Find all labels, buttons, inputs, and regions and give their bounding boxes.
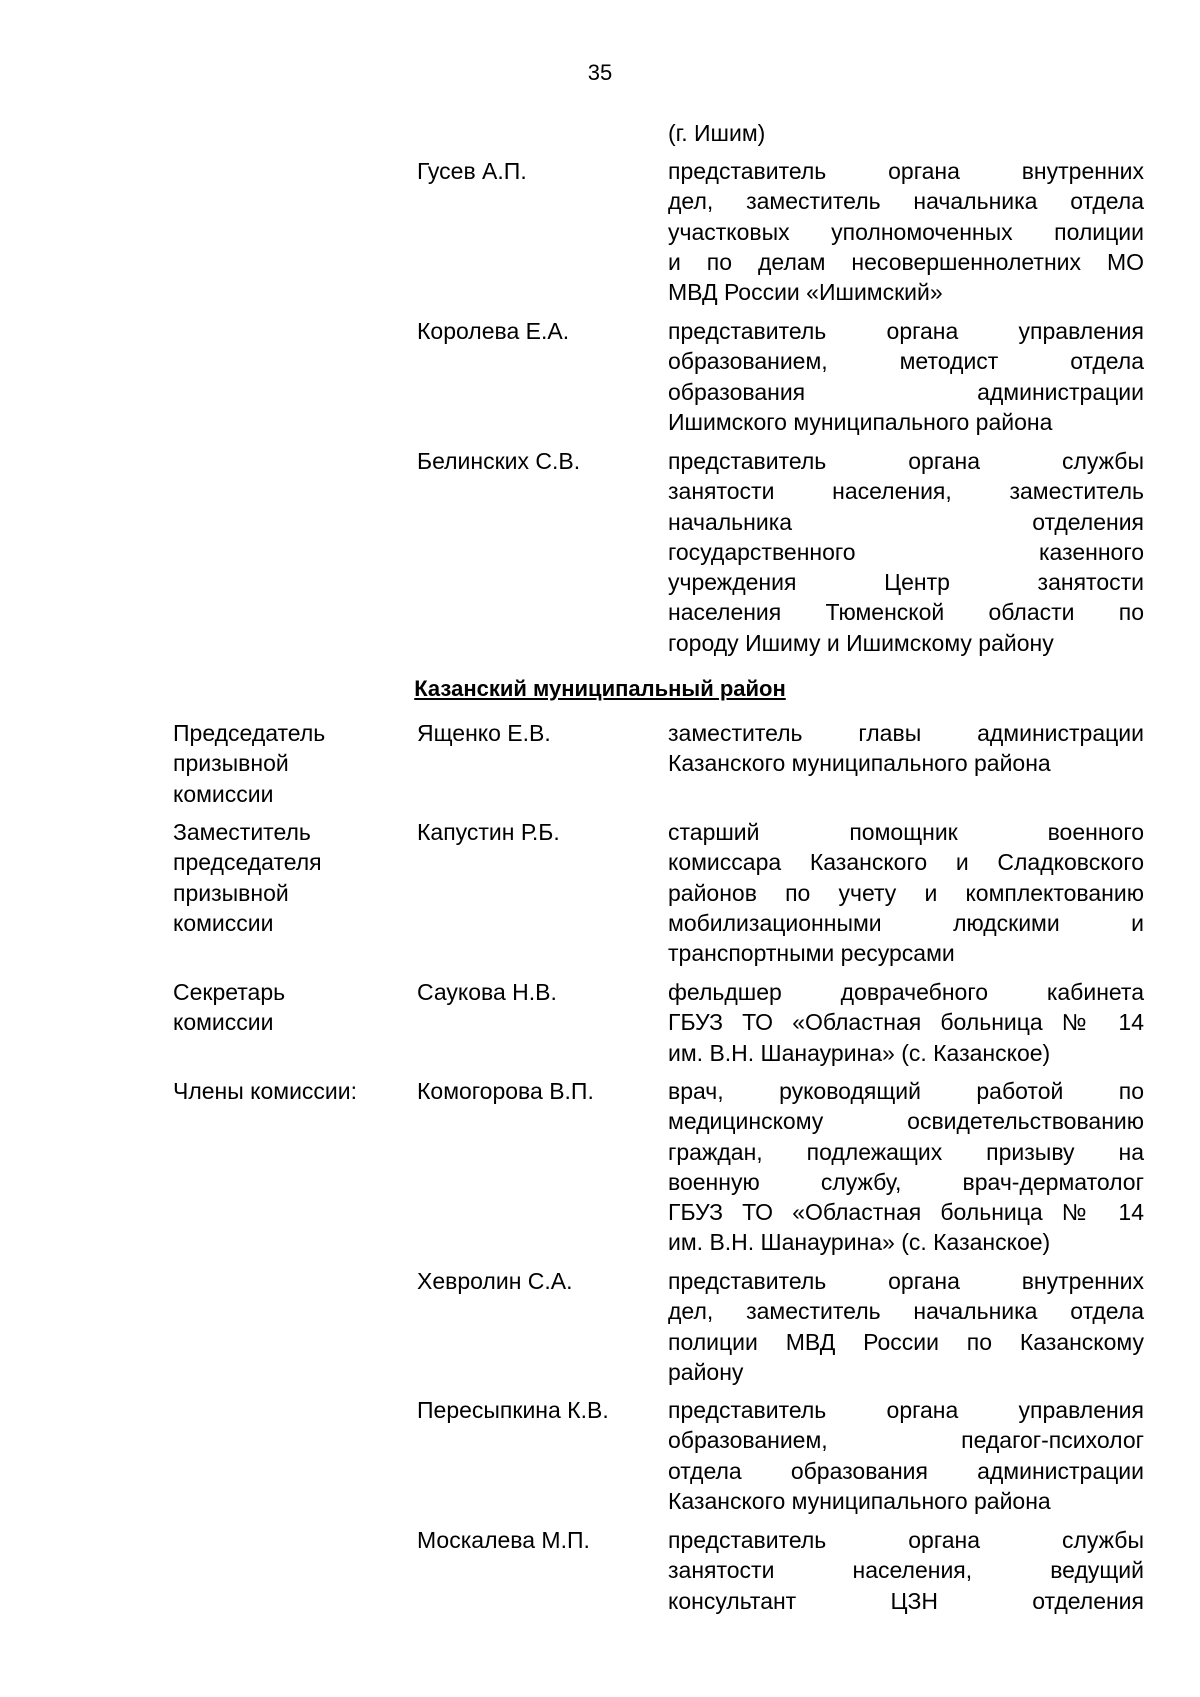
role-line: Члены комиссии: (173, 1078, 358, 1104)
member-name: Комогорова В.П. (417, 1078, 594, 1104)
description-line: Казанского муниципального района (668, 750, 1051, 777)
description-line: старший помощник военного (668, 819, 1144, 845)
role-cell (173, 817, 403, 938)
description-line: Ишимского муниципального района (668, 408, 1053, 435)
description-line: образования администрации (668, 378, 1144, 405)
description-line: граждан, подлежащих призыву на (668, 1138, 1144, 1165)
description-line: представитель органа внутренних (668, 158, 1144, 184)
description-line: врач, руководящий работой по (668, 1078, 1144, 1104)
member-name: Королева Е.А. (417, 318, 570, 344)
member-name: Ященко Е.В. (417, 720, 551, 746)
description-line: образованием, методист отдела (668, 348, 1144, 375)
member-description (668, 718, 1144, 779)
description-line: заместитель главы администрации (668, 720, 1144, 746)
description-line: отдела образования администрации (668, 1457, 1144, 1484)
description-line: городу Ишиму и Ишимскому району (668, 629, 1054, 656)
description-line: (г. Ишим) (668, 120, 766, 146)
role-line: комиссии (173, 780, 274, 807)
member-description (668, 1525, 1144, 1616)
description-line: им. В.Н. Шанаурина» (с. Казанское) (668, 1039, 1051, 1066)
member-description (668, 156, 1144, 307)
member-description (668, 446, 1144, 658)
member-name: Гусев А.П. (417, 158, 527, 184)
description-line: медицинскому освидетельствованию (668, 1108, 1144, 1135)
page-number: 35 (587, 60, 613, 85)
description-line: фельдшер доврачебного кабинета (668, 979, 1144, 1005)
role-cell (173, 1076, 403, 1106)
role-cell (173, 718, 403, 809)
description-line: образованием, педагог-психолог (668, 1427, 1144, 1454)
description-line: мобилизационными людскими и (668, 909, 1144, 936)
description-line: занятости населения, заместитель (668, 478, 1144, 505)
member-name: Саукова Н.В. (417, 979, 557, 1005)
description-line: комиссара Казанского и Сладковского (668, 849, 1144, 876)
description-line: занятости населения, ведущий (668, 1557, 1144, 1584)
description-line: транспортными ресурсами (668, 940, 955, 967)
section-heading: Казанский муниципальный район (414, 676, 786, 701)
description-line: участковых уполномоченных полиции (668, 218, 1144, 245)
member-description (668, 1266, 1144, 1387)
description-line: району (668, 1358, 744, 1385)
description-line: представитель органа управления (668, 1397, 1144, 1423)
description-line: представитель органа внутренних (668, 1268, 1144, 1294)
role-line: призывной (173, 879, 289, 906)
role-line: комиссии (173, 1009, 274, 1036)
description-line: ГБУЗ ТО «Областная больница № 14 (668, 1199, 1144, 1226)
description-line: и по делам несовершеннолетних МО (668, 248, 1144, 275)
description-line: представитель органа службы (668, 448, 1144, 474)
description-line: населения Тюменской области по (668, 599, 1144, 626)
description-line: учреждения Центр занятости (668, 569, 1144, 596)
member-name: Москалева М.П. (417, 1527, 590, 1553)
member-name: Капустин Р.Б. (417, 819, 560, 845)
member-name: Белинских С.В. (417, 448, 581, 474)
member-name: Хевролин С.А. (417, 1268, 573, 1294)
role-line: Секретарь (173, 979, 286, 1005)
description-line: районов по учету и комплектованию (668, 879, 1144, 906)
description-line: МВД России «Ишимский» (668, 279, 943, 306)
description-line: представитель органа управления (668, 318, 1144, 344)
description-line: начальника отделения (668, 508, 1144, 535)
description-line: государственного казенного (668, 538, 1144, 565)
role-line: комиссии (173, 909, 274, 936)
description-line: полиции МВД России по Казанскому (668, 1328, 1144, 1355)
member-description (668, 817, 1144, 968)
role-line: призывной (173, 750, 289, 777)
description-line: военную службу, врач-дерматолог (668, 1168, 1144, 1195)
member-description (668, 1395, 1144, 1516)
role-line: председателя (173, 849, 322, 876)
description-line: Казанского муниципального района (668, 1487, 1051, 1514)
role-line: Председатель (173, 720, 326, 746)
description-line: представитель органа службы (668, 1527, 1144, 1553)
member-description (668, 316, 1144, 437)
description-line: консультант ЦЗН отделения (668, 1587, 1144, 1614)
member-name: Пересыпкина К.В. (417, 1397, 609, 1423)
member-description (668, 977, 1144, 1068)
description-line: дел, заместитель начальника отдела (668, 1298, 1144, 1325)
description-line: дел, заместитель начальника отдела (668, 188, 1144, 215)
description-line: им. В.Н. Шанаурина» (с. Казанское) (668, 1229, 1051, 1256)
role-line: Заместитель (173, 819, 311, 845)
description-line: ГБУЗ ТО «Областная больница № 14 (668, 1009, 1144, 1036)
member-description (668, 118, 1144, 148)
member-description (668, 1076, 1144, 1258)
role-cell (173, 977, 403, 1038)
